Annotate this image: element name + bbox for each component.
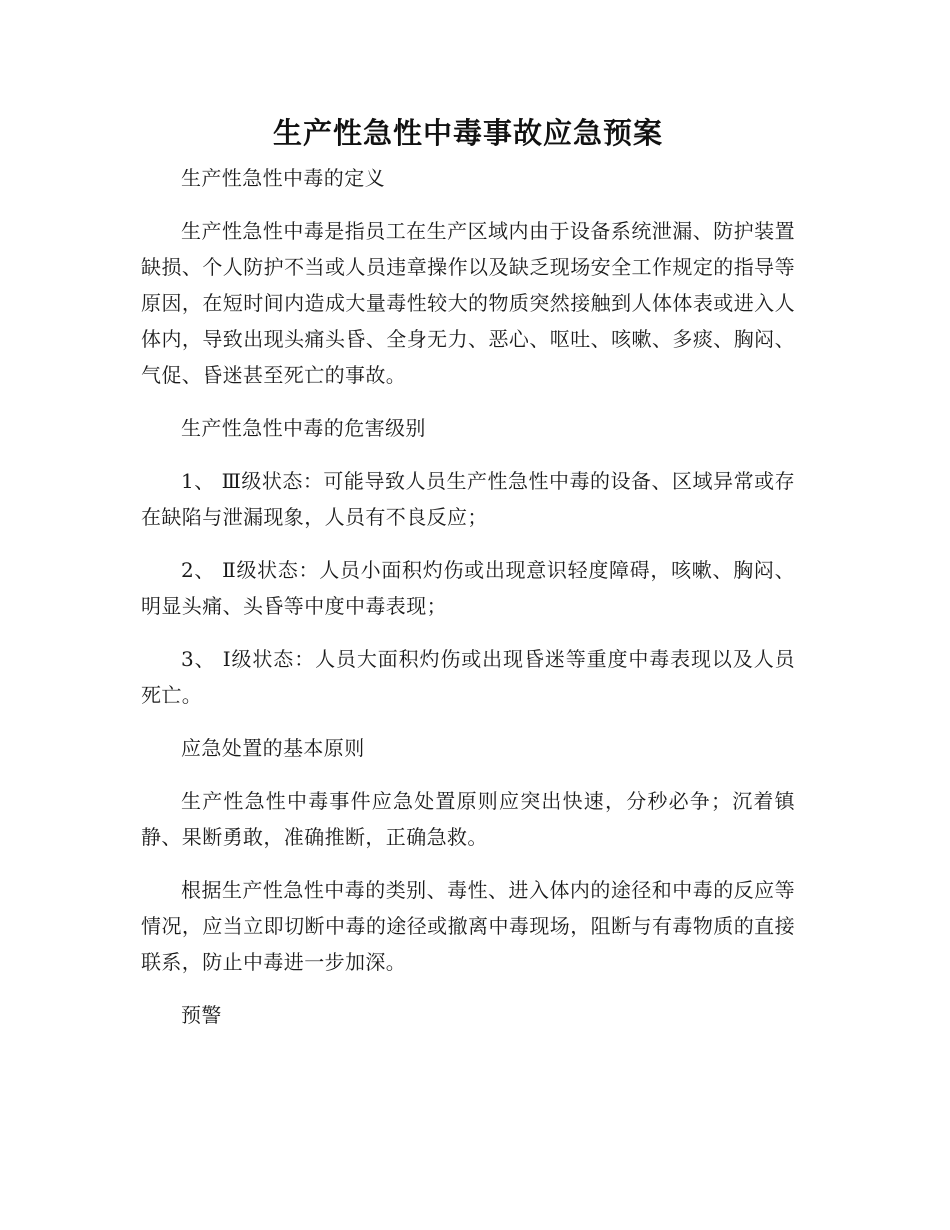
heading-early-warning: 预警: [181, 1003, 222, 1027]
paragraph-principles-2: 根据生产性急性中毒的类别、毒性、进入体内的途径和中毒的反应等情况，应当立即切断中毒的途径或撤离中毒现场，阻断与有毒物质的直接联系，防止中毒进一步加深。: [141, 878, 795, 974]
heading-hazard-levels: 生产性急性中毒的危害级别: [181, 416, 426, 440]
document-page: [141, 110, 795, 1033]
paragraph-principles-1: 生产性急性中毒事件应急处置原则应突出快速，分秒必争；沉着镇静、果断勇敢，准确推断，正确急救。: [141, 789, 795, 849]
heading-basic-principles: 应急处置的基本原则: [181, 736, 365, 760]
list-item-level-2: 2、 Ⅱ级状态：人员小面积灼伤或出现意识轻度障碍，咳嗽、胸闷、明显头痛、头昏等中度中毒表现；: [141, 558, 795, 618]
document-title: 生产性急性中毒事故应急预案: [272, 116, 663, 150]
list-item-level-1: 3、 Ⅰ级状态：人员大面积灼伤或出现昏迷等重度中毒表现以及人员死亡。: [141, 647, 795, 707]
list-item-level-3: 1、 Ⅲ级状态：可能导致人员生产性急性中毒的设备、区域异常或存在缺陷与泄漏现象，人员有不良反应；: [141, 469, 795, 529]
paragraph-definition-body: 生产性急性中毒是指员工在生产区域内由于设备系统泄漏、防护装置缺损、个人防护不当或人员违章操作以及缺乏现场安全工作规定的指导等原因，在短时间内造成大量毒性较大的物质突然接触到人体体表或进入人体内，导致出现头痛头昏、全身无力、恶心、呕吐、咳嗽、多痰、胸闷、气促、昏迷甚至死亡的事故。: [141, 219, 795, 387]
heading-definition: 生产性急性中毒的定义: [181, 166, 385, 190]
